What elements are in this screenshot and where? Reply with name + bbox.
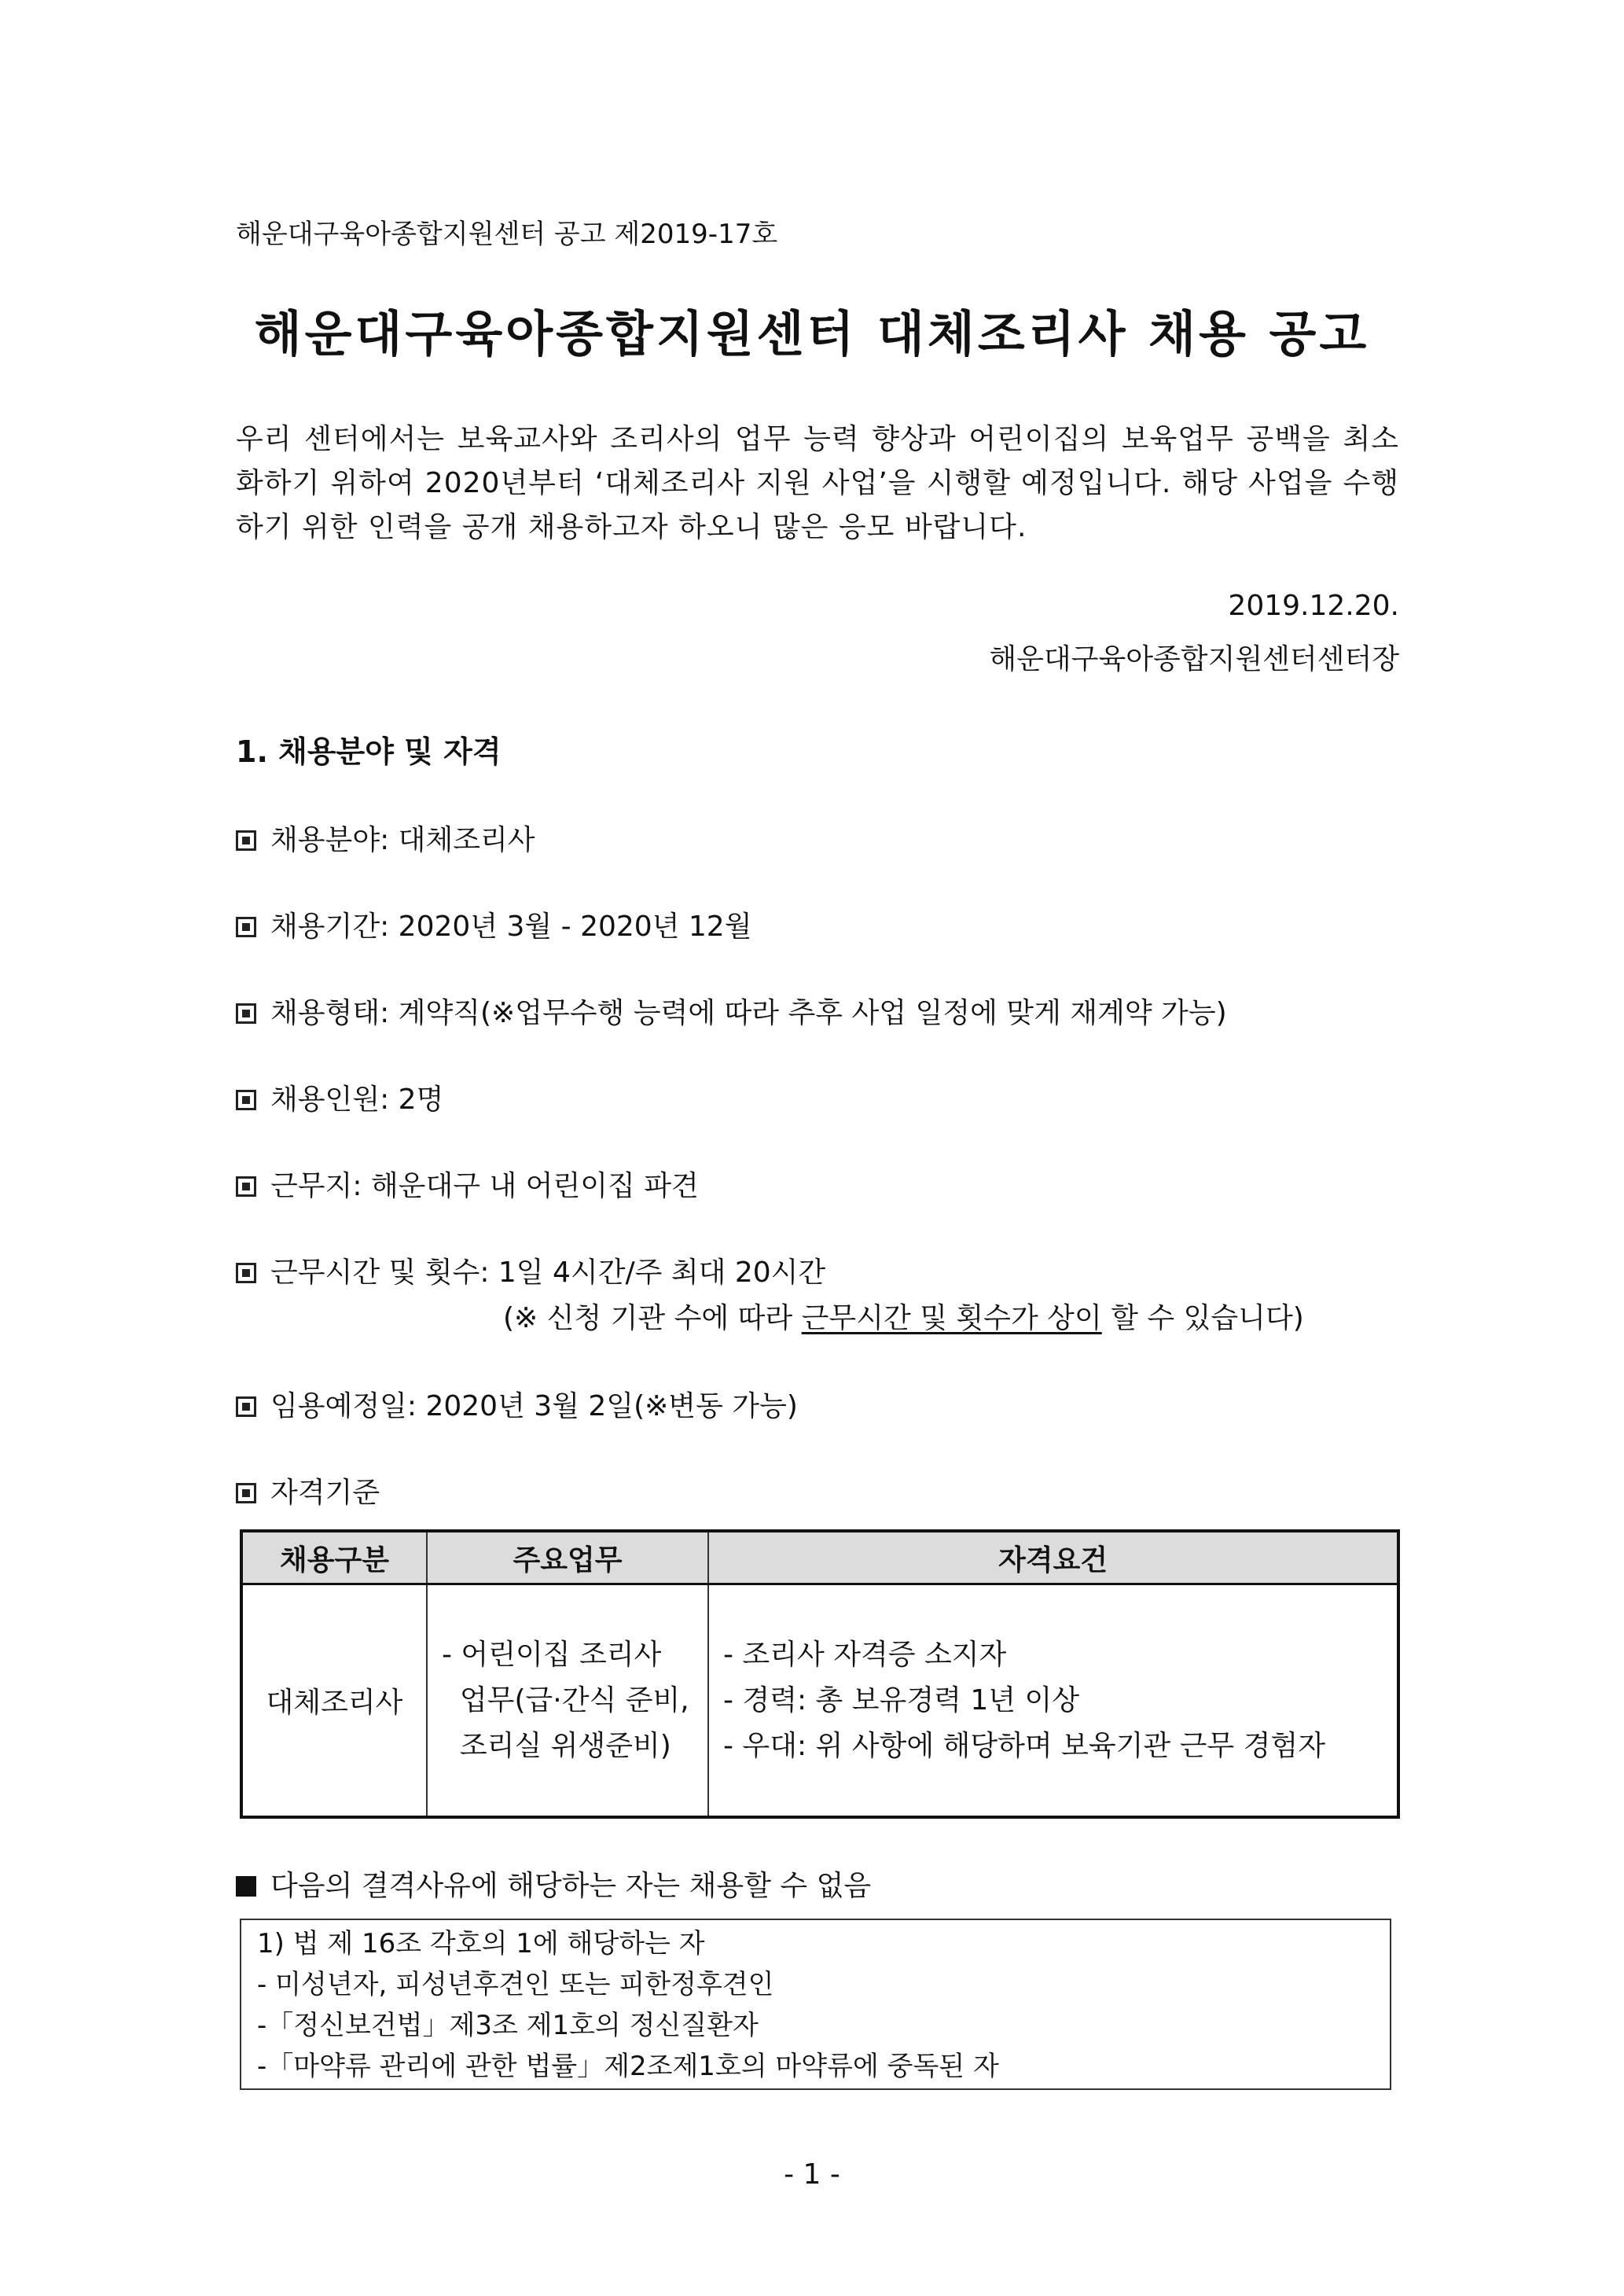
list-item-location: 근무지: 해운대구 내 어린이집 파견: [236, 1164, 699, 1204]
filled-square-bullet-icon: [236, 1003, 256, 1024]
intro-line-2: 화하기 위하여 2020년부터 ‘대체조리사 지원 사업’을 시행할 예정입니다. 해당 사업을 수행: [236, 467, 1399, 499]
filled-square-bullet-icon: [236, 1483, 256, 1503]
disqualification-line: -「정신보건법」제3조 제1호의 정신질환자: [257, 2010, 759, 2041]
section-heading: 1. 채용분야 및 자격: [236, 734, 502, 769]
list-item-criteria: 자격기준: [236, 1470, 380, 1510]
table-row: [241, 1584, 1398, 1818]
black-square-bullet-icon: [236, 1876, 256, 1897]
disqualification-heading: 다음의 결격사유에 해당하는 자는 채용할 수 없음: [236, 1864, 871, 1904]
filled-square-bullet-icon: [236, 1263, 256, 1283]
list-item-field: 채용분야: 대체조리사: [236, 818, 535, 858]
filled-square-bullet-icon: [236, 830, 256, 851]
filled-square-bullet-icon: [236, 1090, 256, 1110]
qualification-table: [240, 1529, 1400, 1819]
hours-note: (※ 신청 기관 수에 따라 근무시간 및 횟수가 상이 할 수 있습니다): [503, 1302, 1304, 1334]
column-header: 자격요건: [708, 1531, 1398, 1584]
intro-line-3: 하기 위한 인력을 공개 채용하고자 하오니 많은 응모 바랍니다.: [236, 511, 1027, 543]
filled-square-bullet-icon: [236, 917, 256, 937]
list-item-period: 채용기간: 2020년 3월 - 2020년 12월: [236, 904, 752, 944]
hours-note-emphasis: 근무시간 및 횟수가 상이: [801, 1302, 1102, 1334]
column-header: 주요업무: [427, 1531, 708, 1584]
disqualification-line: 1) 법 제 16조 각호의 1에 해당하는 자: [257, 1928, 705, 1959]
intro-line-1: 우리 센터에서는 보육교사와 조리사의 업무 능력 향상과 어린이집의 보육업무 공백을 최소: [236, 423, 1399, 455]
list-item-type: 채용형태: 계약직(※업무수행 능력에 따라 추후 사업 일정에 맞게 재계약 가능): [236, 991, 1227, 1031]
list-item-headcount: 채용인원: 2명: [236, 1077, 443, 1117]
requirements-cell: - 조리사 자격증 소지자 - 경력: 총 보유경력 1년 이상 - 우대: 위 사항에 해당하며 보육기관 근무 경험자: [708, 1584, 1398, 1818]
filled-square-bullet-icon: [236, 1396, 256, 1417]
disqualification-line: -「마약류 관리에 관한 법률」제2조제1호의 마약류에 중독된 자: [257, 2051, 999, 2082]
issuer-name: 해운대구육아종합지원센터센터장: [989, 643, 1399, 675]
table-header-row: [241, 1531, 1398, 1584]
document-title: 해운대구육아종합지원센터 대체조리사 채용 공고: [254, 305, 1370, 362]
filled-square-bullet-icon: [236, 1176, 256, 1197]
column-header: 채용구분: [241, 1531, 427, 1584]
duties-cell: - 어린이집 조리사 업무(급·간식 준비, 조리실 위생준비): [427, 1584, 708, 1818]
page-number: - 1 -: [784, 2158, 840, 2191]
disqualification-box: [240, 1919, 1391, 2090]
list-item-hours: 근무시간 및 횟수: 1일 4시간/주 최대 20시간: [236, 1250, 825, 1290]
list-item-start-date: 임용예정일: 2020년 3월 2일(※변동 가능): [236, 1384, 798, 1424]
disqualification-line: - 미성년자, 피성년후견인 또는 피한정후견인: [257, 1969, 774, 2000]
notice-number: 해운대구육아종합지원센터 공고 제2019-17호: [236, 219, 778, 250]
category-cell: 대체조리사: [241, 1584, 427, 1818]
issue-date: 2019.12.20.: [1228, 590, 1399, 622]
